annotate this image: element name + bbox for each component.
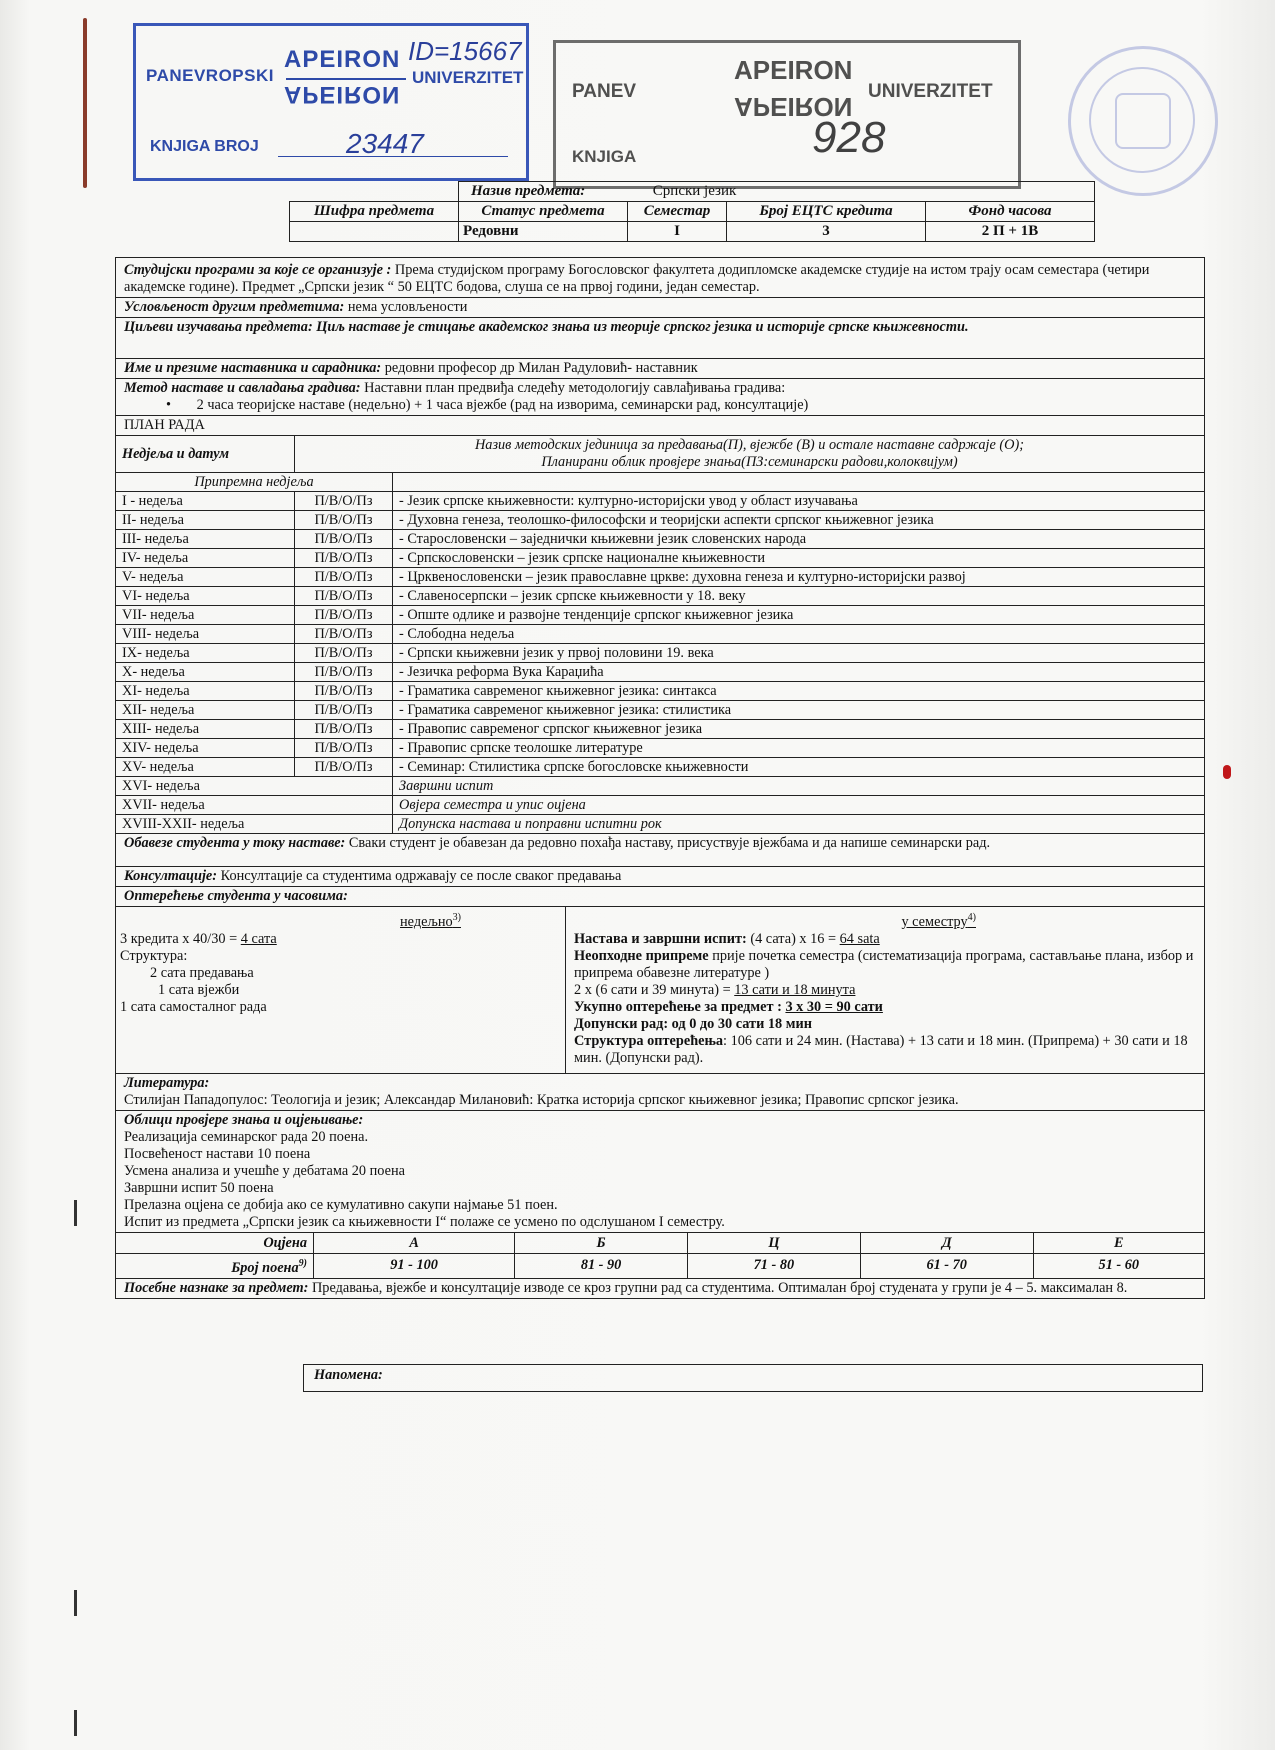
structure-self-study: 1 сата самосталног рада [120, 998, 267, 1015]
plan-col-units-line2: Планирани облик провјере знања(ПЗ:семинарски радови,колоквијум) [541, 454, 958, 470]
plan-type: П/В/О/Пз [295, 606, 393, 625]
special-text: Предавања, вјежбе и консултације изводе се кроз групни рад са студентима. Оптималан број студената у групи је 4 – 5. максималан 8. [311, 1279, 1128, 1296]
plan-row [116, 549, 1204, 568]
plan-topic: Допунска настава и поправни испитни рок [393, 815, 1205, 834]
grade-range: 81 - 90 [515, 1254, 688, 1279]
sem-prep-text: прије почетка семестра (систематизација програма, састављање плана, избор и припрема обавезне литературе ) [574, 947, 1194, 981]
prerequisites-text: нема условљености [347, 299, 468, 315]
plan-type: П/В/О/Пз [295, 663, 393, 682]
plan-topic: - Семинар: Стилистика српске богословске књижевности [393, 758, 1205, 777]
teacher-row [116, 359, 1204, 379]
assessment-line: Завршни испит 50 поена [124, 1180, 274, 1196]
grade-letter: Ц [687, 1233, 860, 1254]
plan-topic: - Језичка реформа Вука Караџића [393, 663, 1205, 682]
subject-name-value: Српски језик [652, 183, 737, 199]
weekly-sup: 3) [452, 912, 461, 923]
teacher-label: Име и презиме наставника и сарадника: [124, 360, 382, 376]
weekly-formula: 3 кредита х 40/30 = [120, 930, 241, 947]
assessment-line: Реализација семинарског рада 20 поена. [124, 1129, 369, 1145]
programs-label: Студијски програми за које се организује : [124, 262, 392, 278]
assessment-line: Усмена анализа и учешће у дебатама 20 поена [124, 1163, 405, 1179]
margin-mark [74, 1590, 77, 1616]
plan-topic: Завршни испит [393, 777, 1205, 796]
plan-row [116, 758, 1204, 777]
sem-prep-formula: 2 х (6 сати и 39 минута) = [574, 981, 735, 998]
prep-week-topic [393, 473, 1205, 492]
plan-type: П/В/О/Пз [295, 549, 393, 568]
plan-topic: - Опште одлике и развојне тенденције српског књижевног језика [393, 606, 1205, 625]
margin-mark [74, 1710, 77, 1736]
plan-topic: - Слободна недеља [393, 625, 1205, 644]
subject-name-row [459, 182, 1095, 202]
points-label: Број поена [231, 1259, 299, 1276]
round-seal-icon [1068, 46, 1218, 196]
structure-exercises: 1 сата вјежби [158, 981, 240, 998]
obligations-label: Обавезе студента у току наставе: [124, 835, 346, 851]
teacher-text: редовни професор др Милан Радуловић- наставник [384, 360, 698, 376]
plan-type: П/В/О/Пз [295, 568, 393, 587]
goals-label: Циљеви изучавања предмета: [124, 319, 313, 335]
structure-label: Структура: [120, 947, 188, 964]
stamp-book-label: KNJIGA BROJ [150, 138, 259, 155]
literature-row [116, 1074, 1204, 1111]
plan-topic: - Граматика савременог књижевног језика: синтакса [393, 682, 1205, 701]
plan-row [116, 663, 1204, 682]
plan-row [116, 682, 1204, 701]
grade-letter: Е [1033, 1233, 1204, 1254]
stamp-book-label: KNJIGA [572, 147, 637, 166]
method-bullet: 2 часа теоријске наставе (недељно) + 1 часа вјежбе (рад на изворима, семинарски рад, консултације) [196, 397, 809, 413]
grade-range: 71 - 80 [687, 1254, 860, 1279]
literature-label: Литература: [124, 1075, 210, 1091]
plan-type: П/В/О/Пз [295, 625, 393, 644]
load-weekly [116, 907, 566, 1073]
grade-range: 61 - 70 [860, 1254, 1033, 1279]
plan-week: I - недеља [116, 492, 295, 511]
sem-teaching-result: 64 sata [839, 930, 880, 947]
semester-sup: 4) [967, 912, 976, 923]
plan-week: XI- недеља [116, 682, 295, 701]
plan-row [116, 511, 1204, 530]
stamp-book-number: 928 [812, 113, 886, 162]
programs-text: Према студијском програму Богословског факултета додипломске академске студије на истом трају осам семестара (четири академске године). Предмет „Српски језик “ 50 ЕЦТС бодова, слуша се на првој години, један семестар. [124, 262, 1150, 295]
plan-col-week: Недјеља и датум [116, 436, 295, 473]
plan-type: П/В/О/Пз [295, 739, 393, 758]
literature-text: Стилијан Пападопулос: Теологија и језик; Александар Милановић: Кратка историја српског књижевног језика; Правопис српског језика. [124, 1092, 959, 1108]
plan-row [116, 530, 1204, 549]
grade-range: 51 - 60 [1033, 1254, 1204, 1279]
weekly-heading: недељно [400, 913, 453, 930]
consultations-label: Консултације: [124, 868, 218, 884]
status-value: Редовни [459, 222, 628, 242]
method-row [116, 379, 1204, 416]
plan-row [116, 568, 1204, 587]
subject-header-table [289, 181, 1095, 242]
plan-topic: Овјера семестра и упис оцјена [393, 796, 1205, 815]
col-ects: Број ЕЦТС кредита [727, 202, 926, 222]
plan-title: ПЛАН РАДА [116, 416, 1204, 436]
special-label: Посебне назнаке за предмет: [124, 1279, 309, 1296]
plan-week: XVI- недеља [116, 777, 393, 796]
obligations-text: Сваки студент је обавезан да редовно похађа наставу, присуствује вјежбама и да напише семинарски рад. [348, 835, 991, 851]
sem-prep-result: 13 сати и 18 минута [734, 981, 856, 998]
hours-value: 2 П + 1В [926, 222, 1095, 242]
plan-topic: - Граматика савременог књижевног језика: стилистика [393, 701, 1205, 720]
grades-table [116, 1233, 1204, 1279]
plan-row [116, 796, 1204, 815]
plan-topic: - Духовна генеза, теолошко-философски и теоријски аспекти српског књижевног језика [393, 511, 1205, 530]
consultations-text: Консултације са студентима одржавају се после сваког предавања [220, 868, 622, 884]
plan-row [116, 492, 1204, 511]
plan-type: П/В/О/Пз [295, 758, 393, 777]
plan-week: VII- недеља [116, 606, 295, 625]
plan-row [116, 720, 1204, 739]
plan-row [116, 587, 1204, 606]
method-bullet-icon: • [166, 397, 172, 413]
plan-topic: - Правопис српске теолошке литературе [393, 739, 1205, 758]
subject-name-label: Назив предмета: [471, 183, 586, 199]
programs-row [116, 258, 1204, 298]
plan-row [116, 606, 1204, 625]
binder-mark [83, 18, 87, 188]
plan-week: II- недеља [116, 511, 295, 530]
plan-rows [116, 492, 1204, 834]
prerequisites-label: Условљеност другим предметима: [124, 299, 345, 315]
plan-topic: - Правопис савременог српског књижевног језика [393, 720, 1205, 739]
sem-structure-text: : 106 сати и 24 мин. (Настава) + 13 сати и 18 мин. (Припрема) + 30 сати и 18 мин. (Допунски рад). [574, 1032, 1188, 1066]
goals-text: Циљ наставе је стицање академског знања из теорије српског језика и историје српске књижевности. [316, 319, 969, 335]
plan-week: VI- недеља [116, 587, 295, 606]
obligations-row [116, 834, 1204, 867]
stamp-book-number: 23447 [346, 128, 424, 159]
col-status: Статус предмета [459, 202, 628, 222]
weekly-result: 4 сата [240, 930, 277, 947]
plan-col-units [295, 436, 1205, 473]
stamp-logo-text: APEIRON [284, 46, 401, 73]
grade-range: 91 - 100 [314, 1254, 515, 1279]
registry-stamp-right [553, 40, 1021, 189]
assessment-label: Облици провјере знања и оцјењивање: [124, 1112, 364, 1128]
load-label: Оптерећење студента у часовима: [116, 887, 1204, 907]
plan-week: XIV- недеља [116, 739, 295, 758]
plan-week: VIII- недеља [116, 625, 295, 644]
plan-topic: - Старословенски – заједнички књижевни језик словенских народа [393, 530, 1205, 549]
syllabus-form [115, 257, 1205, 1299]
semester-heading: у семестру [901, 913, 968, 930]
load-semester [566, 907, 1204, 1073]
plan-row [116, 815, 1204, 834]
plan-week: V- недеља [116, 568, 295, 587]
prerequisites-row [116, 298, 1204, 318]
assessment-line: Посвећеност настави 10 поена [124, 1146, 311, 1162]
plan-week: X- недеља [116, 663, 295, 682]
col-code: Шифра предмета [290, 202, 459, 222]
plan-topic: - Српскословенски – језик српске националне књижевности [393, 549, 1205, 568]
ects-value: 3 [727, 222, 926, 242]
plan-row [116, 701, 1204, 720]
stamp-university-left: PANEVROPSKI [146, 66, 274, 85]
structure-lectures: 2 сата предавања [150, 964, 254, 981]
plan-type: П/В/О/Пз [295, 701, 393, 720]
load-section [116, 907, 1204, 1074]
sem-teaching-formula: (4 сата) х 16 = [746, 930, 840, 947]
sem-extra: Допунски рад: од 0 до 30 сати 18 мин [574, 1015, 812, 1032]
plan-type: П/В/О/Пз [295, 492, 393, 511]
plan-week: XIII- недеља [116, 720, 295, 739]
plan-row [116, 625, 1204, 644]
sem-total-label: Укупно оптерећење за предмет : [574, 998, 786, 1015]
semester-value: I [628, 222, 727, 242]
stamp-logo-mirror: APEIRON [734, 92, 853, 122]
stamp-university-right: UNIVERZITET [412, 68, 524, 87]
plan-week: IV- недеља [116, 549, 295, 568]
plan-week: XII- недеља [116, 701, 295, 720]
registry-stamp-left [133, 23, 529, 181]
plan-row [116, 739, 1204, 758]
plan-topic: - Језик српске књижевности: културно-историјски увод у област изучавања [393, 492, 1205, 511]
plan-row [116, 777, 1204, 796]
points-sup: 9) [298, 1258, 307, 1269]
plan-type: П/В/О/Пз [295, 587, 393, 606]
plan-row [116, 644, 1204, 663]
special-row [116, 1279, 1204, 1298]
plan-week: XVIII-XXII- недеља [116, 815, 393, 834]
plan-week: XV- недеља [116, 758, 295, 777]
plan-type: П/В/О/Пз [295, 720, 393, 739]
plan-type: П/В/О/Пз [295, 511, 393, 530]
plan-table [116, 436, 1204, 834]
plan-type: П/В/О/Пз [295, 530, 393, 549]
plan-topic: - Српски књижевни језик у првој половини 19. века [393, 644, 1205, 663]
code-value [290, 222, 459, 242]
plan-week: III- недеља [116, 530, 295, 549]
stamp-id-handwritten: ID=15667 [408, 36, 522, 66]
stamp-logo-mirror: APEIRON [284, 81, 401, 108]
sem-structure-label: Структура оптерећења [574, 1032, 724, 1049]
grade-letter: A [314, 1233, 515, 1254]
stamp-university-right: UNIVERZITET [868, 81, 993, 102]
prep-week: Припремна недјеља [116, 473, 393, 492]
method-label: Метод наставе и савладања градива: [124, 380, 361, 396]
plan-col-units-line1: Назив методских јединица за предавања(П), вјежбе (В) и остале наставне садржаје (О); [474, 437, 1024, 453]
stamp-logo-text: APEIRON [734, 55, 853, 85]
grade-label: Оцјена [116, 1233, 314, 1254]
sem-teaching-label: Настава и завршни испит: [574, 930, 747, 947]
note-label: Напомена: [314, 1367, 383, 1383]
goals-row [116, 318, 1204, 359]
margin-mark [74, 1200, 77, 1226]
assessment-row [116, 1111, 1204, 1233]
plan-type: П/В/О/Пз [295, 682, 393, 701]
note-row [303, 1364, 1203, 1392]
red-ink-mark [1223, 765, 1231, 779]
consultations-row [116, 867, 1204, 887]
plan-topic: - Црквенословенски – језик православне цркве: духовна генеза и културно-историјски развој [393, 568, 1205, 587]
sem-total-result: 3 х 30 = 90 сати [785, 998, 883, 1015]
stamp-university-left: PANEV [572, 81, 637, 102]
plan-type: П/В/О/Пз [295, 644, 393, 663]
grade-letter: Д [860, 1233, 1033, 1254]
plan-week: XVII- недеља [116, 796, 393, 815]
sem-prep-label: Неопходне припреме [574, 947, 709, 964]
col-semester: Семестар [628, 202, 727, 222]
grade-letter: Б [515, 1233, 688, 1254]
assessment-line: Прелазна оцјена се добија ако се кумулативно сакупи најмање 51 поен. [124, 1197, 558, 1213]
plan-topic: - Славеносерпски – језик српске књижевности у 18. веку [393, 587, 1205, 606]
plan-week: IX- недеља [116, 644, 295, 663]
col-hours: Фонд часова [926, 202, 1095, 222]
method-text: Наставни план предвиђа следећу методологију савлађивања градива: [364, 380, 786, 396]
assessment-line: Испит из предмета „Српски језик са књижевности I“ полаже се усмено по одслушаном I семестру. [124, 1214, 725, 1230]
